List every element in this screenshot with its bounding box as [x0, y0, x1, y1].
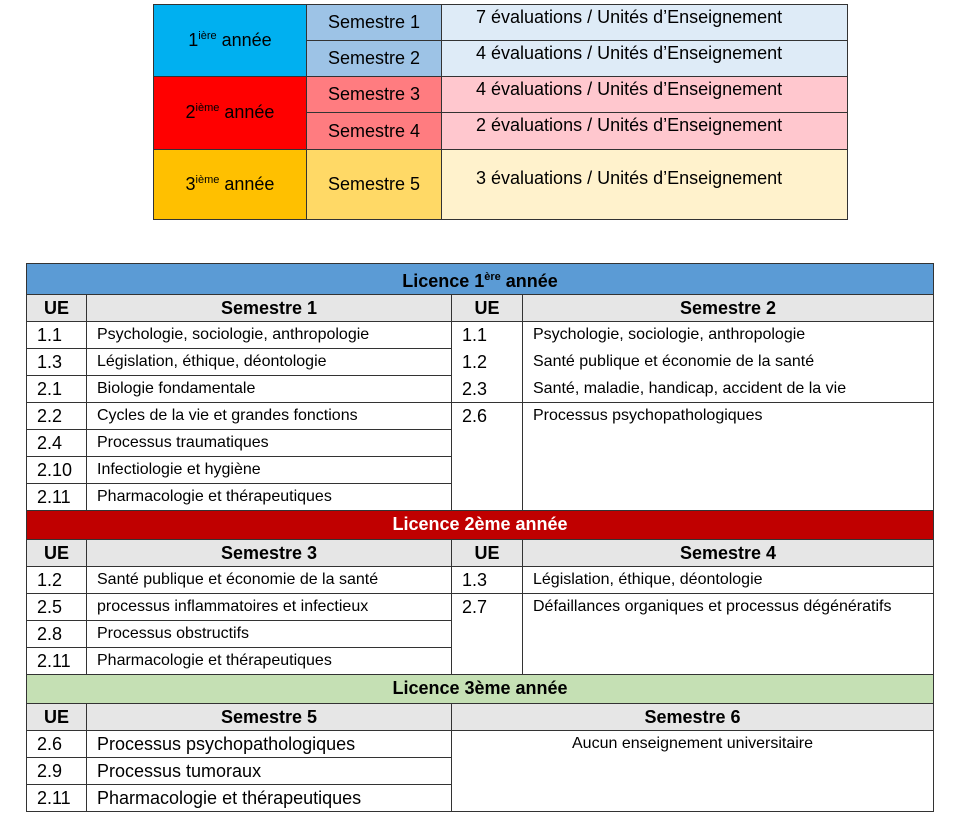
ue-label: Infectiologie et hygiène	[87, 457, 452, 484]
semester-5-evals: 3 évaluations / Unités d’Enseignement	[442, 149, 848, 219]
ue-label: Santé publique et économie de la santé	[523, 349, 934, 376]
semester-6-note: Aucun enseignement universitaire	[452, 731, 934, 812]
ue-code: 2.11	[27, 484, 87, 511]
ue-code: 2.5	[27, 594, 87, 621]
semester-1-header: Semestre 1	[87, 295, 452, 322]
ue-label: Processus tumoraux	[87, 758, 452, 785]
semester-3-cell: Semestre 3	[307, 77, 442, 113]
licence-1-header: Licence 1ère année	[27, 264, 934, 295]
ue-code: 2.11	[27, 648, 87, 675]
ue-label: Pharmacologie et thérapeutiques	[87, 785, 452, 812]
ue-code: 1.2	[452, 349, 523, 376]
ue-column-header: UE	[452, 540, 523, 567]
semester-2-cell: Semestre 2	[307, 41, 442, 77]
ue-label: Processus obstructifs	[87, 621, 452, 648]
ue-code: 2.9	[27, 758, 87, 785]
semester-5-cell: Semestre 5	[307, 149, 442, 219]
ue-label: Législation, éthique, déontologie	[87, 349, 452, 376]
ue-label: Législation, éthique, déontologie	[523, 567, 934, 594]
ue-label: Psychologie, sociologie, anthropologie	[523, 322, 934, 349]
ue-code: 2.3	[452, 376, 523, 403]
ue-label: Cycles de la vie et grandes fonctions	[87, 403, 452, 430]
ue-code: 1.3	[27, 349, 87, 376]
year-1-cell: $1^{ière}$ année	[154, 5, 307, 77]
semester-4-header: Semestre 4	[523, 540, 934, 567]
ue-column-header: UE	[27, 540, 87, 567]
ue-code: 2.6	[27, 731, 87, 758]
licence-2-header: Licence 2ème année	[27, 511, 934, 540]
ue-code: 2.8	[27, 621, 87, 648]
ue-code: 2.1	[27, 376, 87, 403]
semester-4-cell: Semestre 4	[307, 113, 442, 149]
ue-label: Processus psychopathologiques	[87, 731, 452, 758]
ue-code: 1.1	[27, 322, 87, 349]
ue-label: Santé, maladie, handicap, accident de la vie	[523, 376, 934, 403]
evaluation-summary-table	[153, 4, 848, 220]
ue-column-header: UE	[27, 704, 87, 731]
ue-column-header: UE	[27, 295, 87, 322]
semester-1-cell: Semestre 1	[307, 5, 442, 41]
ue-code: 2.4	[27, 430, 87, 457]
year-3-cell: 3ième année	[154, 149, 307, 219]
ue-code: 1.2	[27, 567, 87, 594]
semester-2-header: Semestre 2	[523, 295, 934, 322]
semester-6-header: Semestre 6	[452, 704, 934, 731]
ue-label: Processus traumatiques	[87, 430, 452, 457]
semester-3-evals: 4 évaluations / Unités d’Enseignement	[442, 77, 848, 113]
ue-code: 2.6	[452, 403, 523, 511]
ue-label: Processus psychopathologiques	[523, 403, 934, 511]
ue-label: processus inflammatoires et infectieux	[87, 594, 452, 621]
curriculum-table	[26, 263, 933, 812]
ue-code: 1.3	[452, 567, 523, 594]
semester-5-header: Semestre 5	[87, 704, 452, 731]
semester-1-evals: 7 évaluations / Unités d’Enseignement	[442, 5, 848, 41]
ue-label: Défaillances organiques et processus dégénératifs	[523, 594, 934, 675]
ue-code: 2.2	[27, 403, 87, 430]
ue-code: 2.10	[27, 457, 87, 484]
ue-code: 1.1	[452, 322, 523, 349]
ue-column-header: UE	[452, 295, 523, 322]
ue-code: 2.11	[27, 785, 87, 812]
semester-2-evals: 4 évaluations / Unités d’Enseignement	[442, 41, 848, 77]
semester-3-header: Semestre 3	[87, 540, 452, 567]
semester-4-evals: 2 évaluations / Unités d’Enseignement	[442, 113, 848, 149]
ue-label: Pharmacologie et thérapeutiques	[87, 484, 452, 511]
ue-code: 2.7	[452, 594, 523, 675]
licence-3-header: Licence 3ème année	[27, 675, 934, 704]
ue-label: Santé publique et économie de la santé	[87, 567, 452, 594]
year-2-cell: 2ième année	[154, 77, 307, 149]
ue-label: Pharmacologie et thérapeutiques	[87, 648, 452, 675]
ue-label: Biologie fondamentale	[87, 376, 452, 403]
ue-label: Psychologie, sociologie, anthropologie	[87, 322, 452, 349]
